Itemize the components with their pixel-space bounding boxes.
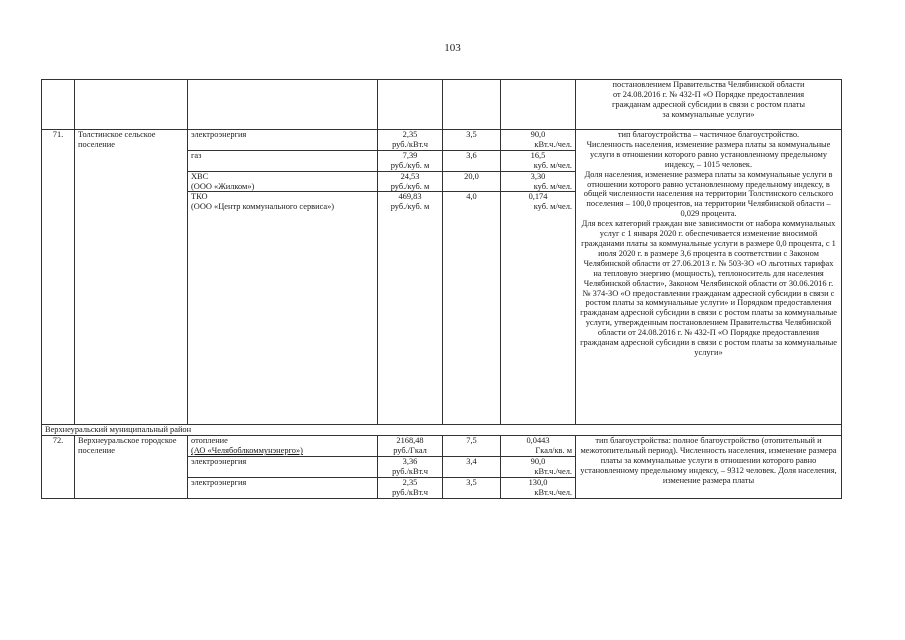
- norm-cell: 90,0 кВт.ч./чел.: [501, 130, 576, 151]
- note-continued: постановлением Правительства Челябинской области от 24.08.2016 г. № 432-П «О Порядке предоставления гражданам адресной субсидии в связи с ростом платы за коммунальные услуги»: [576, 80, 842, 130]
- norm-cell: 0,0443 Гкал/кв. м: [501, 436, 576, 457]
- index-cell: 3,5: [443, 130, 501, 151]
- index-cell: 20,0: [443, 171, 501, 192]
- index-cell: 3,6: [443, 150, 501, 171]
- settlement-name: Верхнеуральское городское поселение: [75, 436, 188, 498]
- tariff-cell: 2,35 руб./кВт.ч: [378, 477, 443, 498]
- norm-cell: 16,5 куб. м/чел.: [501, 150, 576, 171]
- norm-cell: 0,174 куб. м/чел.: [501, 192, 576, 425]
- region-header-row: [42, 425, 842, 436]
- service-name: газ: [188, 150, 378, 171]
- index-cell: 7,5: [443, 436, 501, 457]
- table-row-72-service-1: [42, 436, 842, 457]
- tariff-cell: 2168,48 руб./Гкал: [378, 436, 443, 457]
- tariff-cell: 24,53 руб./куб. м: [378, 171, 443, 192]
- row-number: 71.: [42, 130, 75, 425]
- service-name: ТКО (ООО «Центр коммунального сервиса»): [188, 192, 378, 425]
- index-cell: 3,5: [443, 477, 501, 498]
- tariff-cell: 2,35 руб./кВт.ч: [378, 130, 443, 151]
- tariff-cell: 7,39 руб./куб. м: [378, 150, 443, 171]
- norm-cell: 3,30 куб. м/чел.: [501, 171, 576, 192]
- tariff-cell: 469,83 руб./куб. м: [378, 192, 443, 425]
- region-header: Верхнеуральский муниципальный район: [42, 425, 842, 436]
- page-number: 103: [444, 42, 461, 54]
- norm-cell: 90,0 кВт.ч./чел.: [501, 457, 576, 478]
- tariff-cell: 3,36 руб./кВт.ч: [378, 457, 443, 478]
- table-row-continued: [42, 80, 842, 130]
- service-name: ХВС (ООО «Жилком»): [188, 171, 378, 192]
- settlement-name: Толстинское сельское поселение: [75, 130, 188, 425]
- row-number: 72.: [42, 436, 75, 498]
- index-cell: 3,4: [443, 457, 501, 478]
- note-72: тип благоустройства: полное благоустройство (отопительный и межотопительный период). Численность населения, изменение размера платы за коммунальные услуги в отношении которого равно установленному предельному индексу, – 9312 человек. Доля населения, изменение размера платы: [576, 436, 842, 498]
- index-cell: 4,0: [443, 192, 501, 425]
- note-71: тип благоустройства – частичное благоустройство. Численность населения, изменение размера платы за коммунальные услуги в отношении которого равно установленному предельному индексу, – 1015 человек. Доля населения, изменение размера платы за коммунальные услуги в отношении которого равно установленному предельному индексу, в общей численности населения на территории Толстинского сельского поселения – 100,0 процентов, на территории Челябинской области – 0,029 процента. Для всех категорий граждан вне зависимости от набора коммунальных услуг с 1 января 2020 г. обеспечивается изменение вносимой гражданами платы за коммунальные услуги в размере 0,0 процента, с 1 июля 2020 г. в размере 3,6 процента в соответствии с Законом Челябинской области от 27.06.2013 г. № 503-ЗО «О льготных тарифах на тепловую энергию (мощность), теплоноситель для населения Челябинской области», Законом Челябинской области от 30.06.2016 г. № 374-ЗО «О предоставлении гражданам адресной субсидии в связи с ростом платы за коммунальные услуги» и Порядком предоставления гражданам адресной субсидии в связи с ростом платы за коммунальные услуги, утвержденным постановлением Правительства Челябинской области от 24.08.2016 г. № 432-П «О Порядке предоставления гражданам адресной субсидии в связи с ростом платы за коммунальные услуги»: [576, 130, 842, 425]
- service-name: электроэнергия: [188, 477, 378, 498]
- service-name: электроэнергия: [188, 457, 378, 478]
- tariff-table: [41, 79, 842, 499]
- norm-cell: 130,0 кВт.ч./чел.: [501, 477, 576, 498]
- service-name: электроэнергия: [188, 130, 378, 151]
- table-row-71-service-1: [42, 130, 842, 151]
- service-name: отопление (АО «Челябоблкоммунэнерго»): [188, 436, 378, 457]
